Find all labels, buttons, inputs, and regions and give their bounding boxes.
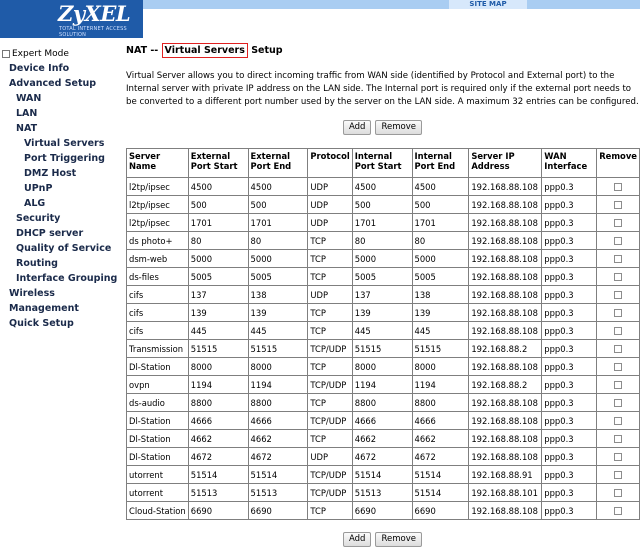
sidebar-item-virtual-servers[interactable]: Virtual Servers: [24, 138, 105, 149]
table-cell: UDP: [308, 286, 352, 304]
table-cell: TCP: [308, 232, 352, 250]
title-prefix: NAT --: [126, 45, 162, 56]
table-cell: 6690: [412, 502, 469, 520]
table-row: [127, 412, 640, 430]
sidebar-item-port-triggering[interactable]: Port Triggering: [24, 153, 105, 164]
title-highlight: Virtual Servers: [162, 43, 248, 58]
column-header: Protocol: [308, 149, 352, 178]
remove-checkbox[interactable]: [614, 435, 622, 443]
table-row: [127, 394, 640, 412]
table-cell: l2tp/ipsec: [127, 214, 189, 232]
table-cell: 8800: [188, 394, 248, 412]
table-cell: cifs: [127, 304, 189, 322]
table-cell: ppp0.3: [542, 502, 597, 520]
table-cell: Transmission: [127, 340, 189, 358]
table-cell: ppp0.3: [542, 250, 597, 268]
table-cell: ppp0.3: [542, 178, 597, 196]
table-cell: TCP/UDP: [308, 484, 352, 502]
table-cell: ppp0.3: [542, 232, 597, 250]
table-body: [127, 178, 640, 520]
table-cell: 192.168.88.108: [469, 322, 542, 340]
table-cell: 4500: [188, 178, 248, 196]
expert-mode-checkbox[interactable]: [2, 50, 10, 58]
top-button-row: [343, 120, 422, 135]
sidebar-item-lan[interactable]: LAN: [16, 108, 38, 119]
table-cell: 51515: [352, 340, 412, 358]
table-row: [127, 178, 640, 196]
table-cell: cifs: [127, 286, 189, 304]
logo-tagline: TOTAL INTERNET ACCESS SOLUTION: [59, 26, 127, 38]
remove-cell: [597, 466, 640, 484]
table-cell: 192.168.88.108: [469, 502, 542, 520]
sidebar-item-device-info[interactable]: Device Info: [9, 63, 70, 74]
sidebar-item-alg[interactable]: ALG: [24, 198, 46, 209]
table-cell: 139: [352, 304, 412, 322]
table-cell: Dl-Station: [127, 430, 189, 448]
table-cell: ppp0.3: [542, 304, 597, 322]
table-cell: 51514: [352, 466, 412, 484]
table-row: [127, 322, 640, 340]
table-cell: 4666: [188, 412, 248, 430]
table-cell: ppp0.3: [542, 466, 597, 484]
table-row: [127, 376, 640, 394]
remove-button-top[interactable]: Remove: [375, 120, 422, 135]
remove-checkbox[interactable]: [614, 363, 622, 371]
table-cell: dsm-web: [127, 250, 189, 268]
table-cell: 5005: [412, 268, 469, 286]
table-cell: 80: [248, 232, 308, 250]
table-cell: 5000: [188, 250, 248, 268]
table-cell: ppp0.3: [542, 394, 597, 412]
table-cell: ppp0.3: [542, 214, 597, 232]
table-cell: 4672: [248, 448, 308, 466]
remove-cell: [597, 214, 640, 232]
remove-checkbox[interactable]: [614, 255, 622, 263]
table-cell: 1194: [412, 376, 469, 394]
remove-checkbox[interactable]: [614, 453, 622, 461]
remove-cell: [597, 412, 640, 430]
table-cell: 192.168.88.108: [469, 304, 542, 322]
table-cell: ppp0.3: [542, 448, 597, 466]
table-cell: 139: [188, 304, 248, 322]
remove-checkbox[interactable]: [614, 489, 622, 497]
table-row: [127, 214, 640, 232]
table-header-row: [127, 149, 640, 178]
table-cell: 4672: [352, 448, 412, 466]
table-cell: 51514: [248, 466, 308, 484]
table-cell: 137: [352, 286, 412, 304]
table-cell: 80: [352, 232, 412, 250]
table-cell: 4672: [188, 448, 248, 466]
table-row: [127, 484, 640, 502]
remove-checkbox[interactable]: [614, 309, 622, 317]
sidebar-item-dmz-host[interactable]: DMZ Host: [24, 168, 77, 179]
table-cell: 8000: [412, 358, 469, 376]
table-cell: TCP/UDP: [308, 340, 352, 358]
table-cell: Dl-Station: [127, 448, 189, 466]
site-map-link[interactable]: SITE MAP: [449, 0, 527, 9]
remove-cell: [597, 340, 640, 358]
sidebar-item-upnp[interactable]: UPnP: [24, 183, 53, 194]
table-row: [127, 196, 640, 214]
table-cell: l2tp/ipsec: [127, 178, 189, 196]
table-cell: 192.168.88.2: [469, 376, 542, 394]
table-cell: 192.168.88.108: [469, 430, 542, 448]
remove-cell: [597, 394, 640, 412]
remove-cell: [597, 196, 640, 214]
table-cell: 192.168.88.108: [469, 214, 542, 232]
table-cell: 4662: [248, 430, 308, 448]
table-cell: 1701: [188, 214, 248, 232]
table-cell: 445: [352, 322, 412, 340]
sidebar-item-management[interactable]: Management: [9, 303, 79, 314]
table-row: [127, 358, 640, 376]
remove-checkbox[interactable]: [614, 345, 622, 353]
remove-checkbox[interactable]: [614, 273, 622, 281]
table-cell: ds-files: [127, 268, 189, 286]
table-row: [127, 340, 640, 358]
table-cell: 192.168.88.108: [469, 358, 542, 376]
table-cell: utorrent: [127, 484, 189, 502]
column-header: Server Name: [127, 149, 189, 178]
table-cell: TCP: [308, 322, 352, 340]
table-cell: ppp0.3: [542, 484, 597, 502]
table-cell: ppp0.3: [542, 340, 597, 358]
remove-cell: [597, 304, 640, 322]
table-cell: 139: [412, 304, 469, 322]
header: [0, 0, 640, 38]
table-cell: 192.168.88.108: [469, 448, 542, 466]
sidebar-item-quality-of-service[interactable]: Quality of Service: [16, 243, 112, 254]
sidebar-item-nat[interactable]: NAT: [16, 123, 38, 134]
table-cell: 51514: [412, 466, 469, 484]
table-cell: TCP: [308, 502, 352, 520]
table-cell: 5005: [248, 268, 308, 286]
remove-cell: [597, 268, 640, 286]
column-header: WAN Interface: [542, 149, 597, 178]
table-row: [127, 286, 640, 304]
table-cell: 6690: [352, 502, 412, 520]
remove-cell: [597, 232, 640, 250]
table-cell: 4500: [248, 178, 308, 196]
table-cell: 51513: [248, 484, 308, 502]
add-button-top[interactable]: Add: [343, 120, 371, 135]
remove-cell: [597, 448, 640, 466]
table-cell: 1701: [412, 214, 469, 232]
remove-checkbox[interactable]: [614, 291, 622, 299]
table-cell: 8800: [412, 394, 469, 412]
remove-cell: [597, 376, 640, 394]
table-row: [127, 232, 640, 250]
table-cell: ds photo+: [127, 232, 189, 250]
table-cell: 192.168.88.101: [469, 484, 542, 502]
table-cell: cifs: [127, 322, 189, 340]
table-cell: ppp0.3: [542, 268, 597, 286]
table-cell: 8000: [188, 358, 248, 376]
sidebar-item-advanced-setup[interactable]: Advanced Setup: [9, 78, 97, 89]
table-cell: TCP/UDP: [308, 376, 352, 394]
table-cell: 5000: [248, 250, 308, 268]
table-cell: ppp0.3: [542, 376, 597, 394]
table-cell: 51513: [352, 484, 412, 502]
table-cell: 138: [412, 286, 469, 304]
table-cell: 51515: [248, 340, 308, 358]
logo-text: ZyXEL: [58, 1, 131, 26]
table-cell: TCP: [308, 430, 352, 448]
sidebar-item-wireless[interactable]: Wireless: [9, 288, 55, 299]
table-cell: 8800: [352, 394, 412, 412]
remove-cell: [597, 322, 640, 340]
table-cell: 5000: [352, 250, 412, 268]
table-cell: 6690: [188, 502, 248, 520]
table-cell: 445: [248, 322, 308, 340]
table-cell: TCP: [308, 250, 352, 268]
table-cell: TCP: [308, 304, 352, 322]
remove-cell: [597, 286, 640, 304]
column-header: Server IP Address: [469, 149, 542, 178]
table-cell: 4500: [352, 178, 412, 196]
table-row: [127, 430, 640, 448]
sidebar-item-security[interactable]: Security: [16, 213, 61, 224]
table-cell: 4500: [412, 178, 469, 196]
table-cell: ovpn: [127, 376, 189, 394]
table-row: [127, 448, 640, 466]
expert-mode-toggle[interactable]: [2, 49, 69, 59]
table-cell: 6690: [248, 502, 308, 520]
sidebar-item-wan[interactable]: WAN: [16, 93, 42, 104]
remove-cell: [597, 250, 640, 268]
table-cell: 192.168.88.91: [469, 466, 542, 484]
bottom-button-row: [343, 532, 422, 547]
sidebar-item-routing[interactable]: Routing: [16, 258, 58, 269]
remove-cell: [597, 430, 640, 448]
title-suffix: Setup: [247, 45, 283, 56]
table-cell: 4666: [352, 412, 412, 430]
expert-mode-label: Expert Mode: [12, 49, 69, 59]
table-cell: 51515: [412, 340, 469, 358]
table-cell: 500: [248, 196, 308, 214]
virtual-servers-table: [126, 148, 640, 520]
table-cell: Dl-Station: [127, 358, 189, 376]
table-cell: 445: [412, 322, 469, 340]
table-cell: 5000: [412, 250, 469, 268]
table-cell: TCP: [308, 268, 352, 286]
table-cell: 1194: [352, 376, 412, 394]
table-cell: 8000: [248, 358, 308, 376]
table-cell: 4662: [188, 430, 248, 448]
table-cell: 192.168.88.108: [469, 196, 542, 214]
sidebar-item-quick-setup[interactable]: Quick Setup: [9, 318, 74, 329]
remove-cell: [597, 358, 640, 376]
sidebar-item-interface-grouping[interactable]: Interface Grouping: [16, 273, 118, 284]
table-row: [127, 502, 640, 520]
table-cell: 8800: [248, 394, 308, 412]
table-cell: UDP: [308, 196, 352, 214]
table-row: [127, 466, 640, 484]
remove-cell: [597, 502, 640, 520]
table-cell: TCP/UDP: [308, 412, 352, 430]
table-cell: 138: [248, 286, 308, 304]
table-cell: 4672: [412, 448, 469, 466]
table-cell: 5005: [188, 268, 248, 286]
table-cell: ppp0.3: [542, 196, 597, 214]
table-cell: 4666: [248, 412, 308, 430]
zyxel-logo[interactable]: [0, 0, 143, 38]
table-cell: 500: [188, 196, 248, 214]
column-header: External Port Start: [188, 149, 248, 178]
table-cell: 1194: [188, 376, 248, 394]
table-cell: 4662: [352, 430, 412, 448]
remove-checkbox[interactable]: [614, 183, 622, 191]
table-cell: ppp0.3: [542, 286, 597, 304]
remove-checkbox[interactable]: [614, 417, 622, 425]
table-cell: 192.168.88.108: [469, 286, 542, 304]
remove-checkbox[interactable]: [614, 381, 622, 389]
table-cell: ppp0.3: [542, 412, 597, 430]
table-row: [127, 268, 640, 286]
remove-checkbox[interactable]: [614, 219, 622, 227]
table-cell: 5005: [352, 268, 412, 286]
table-cell: ppp0.3: [542, 322, 597, 340]
column-header: Internal Port Start: [352, 149, 412, 178]
table-cell: 139: [248, 304, 308, 322]
table-cell: 192.168.88.108: [469, 412, 542, 430]
table-cell: 192.168.88.2: [469, 340, 542, 358]
table-cell: 192.168.88.108: [469, 232, 542, 250]
page-description: Virtual Server allows you to direct incoming traffic from WAN side (identified by Protocol and External port) to the Internal server with private IP address on the LAN side. The Internal port is required only if the external port needs to be converted to a different port number used by the server on the LAN side. A maximum 32 entries can be configured.: [126, 71, 639, 107]
table-cell: 51514: [412, 484, 469, 502]
table-cell: TCP: [308, 358, 352, 376]
table-cell: UDP: [308, 214, 352, 232]
table-cell: 1194: [248, 376, 308, 394]
remove-checkbox[interactable]: [614, 471, 622, 479]
table-cell: 51513: [188, 484, 248, 502]
remove-cell: [597, 484, 640, 502]
table-cell: 8000: [352, 358, 412, 376]
table-cell: 51515: [188, 340, 248, 358]
table-cell: ppp0.3: [542, 430, 597, 448]
table-cell: l2tp/ipsec: [127, 196, 189, 214]
sidebar-item-dhcp-server[interactable]: DHCP server: [16, 228, 84, 239]
table-cell: 80: [412, 232, 469, 250]
table-row: [127, 250, 640, 268]
table-cell: 500: [352, 196, 412, 214]
remove-checkbox[interactable]: [614, 201, 622, 209]
remove-checkbox[interactable]: [614, 237, 622, 245]
table-row: [127, 304, 640, 322]
table-cell: 80: [188, 232, 248, 250]
table-cell: Dl-Station: [127, 412, 189, 430]
column-header: Remove: [597, 149, 640, 178]
remove-checkbox[interactable]: [614, 399, 622, 407]
remove-cell: [597, 178, 640, 196]
table-cell: TCP/UDP: [308, 466, 352, 484]
table-cell: 192.168.88.108: [469, 394, 542, 412]
column-header: Internal Port End: [412, 149, 469, 178]
remove-button-bottom[interactable]: Remove: [375, 532, 422, 547]
table-cell: ds-audio: [127, 394, 189, 412]
page-title: [126, 45, 283, 56]
table-cell: 1701: [352, 214, 412, 232]
table-cell: 445: [188, 322, 248, 340]
table-cell: 192.168.88.108: [469, 268, 542, 286]
table-cell: UDP: [308, 448, 352, 466]
table-cell: ppp0.3: [542, 358, 597, 376]
remove-checkbox[interactable]: [614, 327, 622, 335]
add-button-bottom[interactable]: Add: [343, 532, 371, 547]
remove-checkbox[interactable]: [614, 507, 622, 515]
table-cell: 192.168.88.108: [469, 178, 542, 196]
table-cell: Cloud-Station: [127, 502, 189, 520]
table-cell: 500: [412, 196, 469, 214]
table-cell: 1701: [248, 214, 308, 232]
table-cell: 192.168.88.108: [469, 250, 542, 268]
table-cell: UDP: [308, 178, 352, 196]
table-cell: 4666: [412, 412, 469, 430]
table-cell: 137: [188, 286, 248, 304]
table-cell: utorrent: [127, 466, 189, 484]
table-cell: 4662: [412, 430, 469, 448]
header-bar: [143, 0, 640, 9]
column-header: External Port End: [248, 149, 308, 178]
table-cell: 51514: [188, 466, 248, 484]
table-cell: TCP: [308, 394, 352, 412]
sidebar: [0, 38, 118, 551]
